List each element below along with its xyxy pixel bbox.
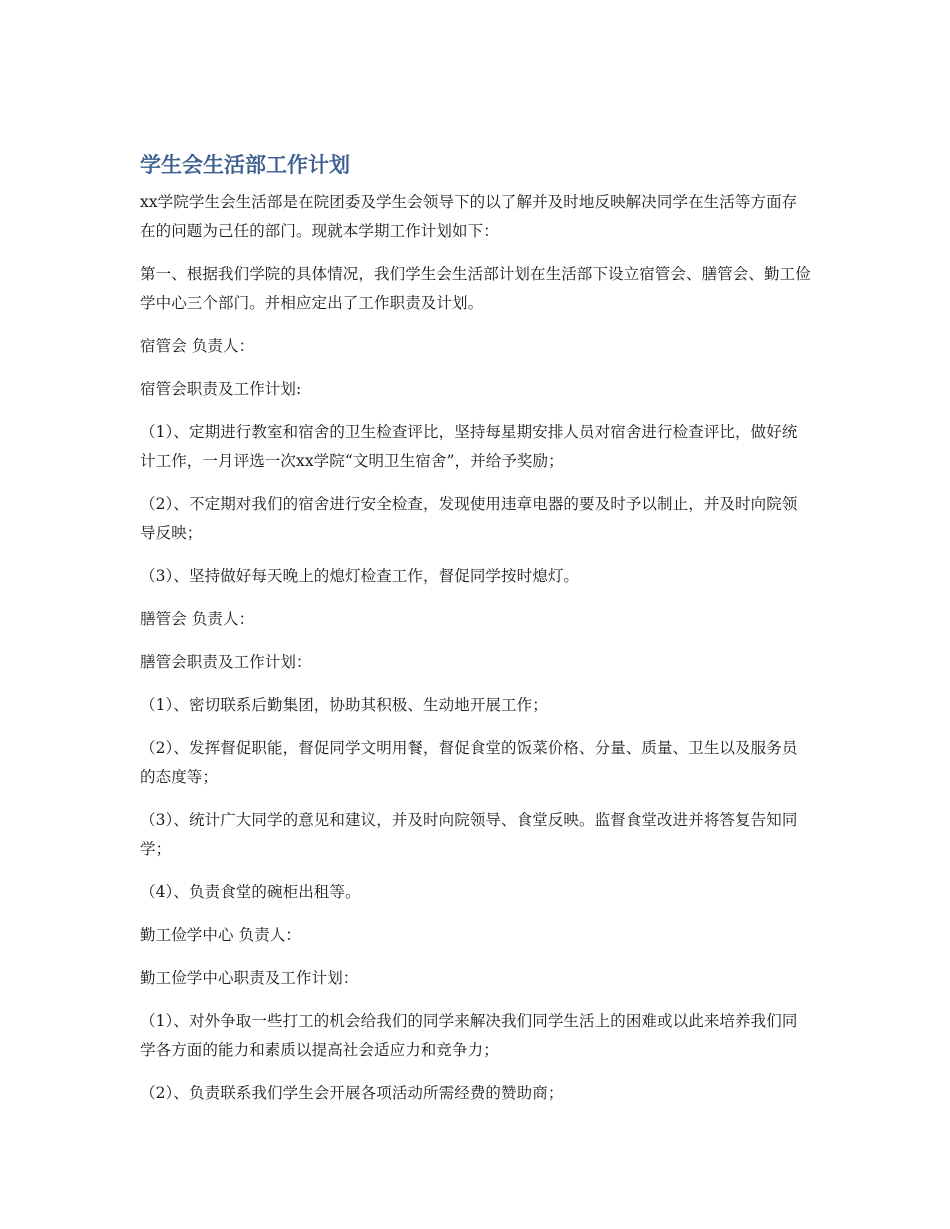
- paragraph-workstudy-item-2: （2）、负责联系我们学生会开展各项活动所需经费的赞助商；: [140, 1084, 564, 1102]
- paragraph-dorm-item-3: （3）、坚持做好每天晚上的熄灯检查工作，督促同学按时熄灯。: [140, 567, 580, 585]
- paragraph-dining-head: 膳管会 负责人：: [140, 610, 255, 628]
- paragraph-dining-item-3: （3）、统计广大同学的意见和建议，并及时向院领导、食堂反映。监督食堂改进并将答复告知同学；: [140, 811, 798, 858]
- paragraph-dorm-head: 宿管会 负责人：: [140, 337, 255, 355]
- paragraph-workstudy-item-1: （1）、对外争取一些打工的机会给我们的同学来解决我们同学生活上的困难或以此来培养我们同学各方面的能力和素质以提高社会适应力和竞争力；: [140, 1012, 798, 1059]
- paragraph-dining-item-2: （2）、发挥督促职能，督促同学文明用餐，督促食堂的饭菜价格、分量、质量、卫生以及服务员的态度等；: [140, 739, 798, 786]
- paragraph-dorm-item-2: （2）、不定期对我们的宿舍进行安全检查，发现使用违章电器的要及时予以制止，并及时向院领导反映；: [140, 495, 798, 542]
- paragraph-workstudy-head: 勤工俭学中心 负责人：: [140, 926, 302, 944]
- paragraph-workstudy-duties-heading: 勤工俭学中心职责及工作计划：: [140, 969, 359, 987]
- paragraph-dining-item-1: （1）、密切联系后勤集团，协助其积极、生动地开展工作；: [140, 696, 548, 714]
- paragraph-dorm-duties-heading: 宿管会职责及工作计划:: [140, 380, 302, 398]
- paragraph-section-one: 第一、根据我们学院的具体情况，我们学生会生活部计划在生活部下设立宿管会、膳管会、勤工俭学中心三个部门。并相应定出了工作职责及计划。: [140, 265, 811, 312]
- paragraph-intro: xx学院学生会生活部是在院团委及学生会领导下的以了解并及时地反映解决同学在生活等方面存在的问题为己任的部门。现就本学期工作计划如下：: [140, 193, 798, 240]
- document-title: 学生会生活部工作计划: [140, 153, 350, 177]
- paragraph-dining-duties-heading: 膳管会职责及工作计划：: [140, 653, 312, 671]
- paragraph-dorm-item-1: （1）、定期进行教室和宿舍的卫生检查评比，坚持每星期安排人员对宿舍进行检查评比，做好统计工作，一月评选一次xx学院“文明卫生宿舍”，并给予奖励；: [140, 423, 798, 470]
- paragraph-dining-item-4: （4）、负责食堂的碗柜出租等。: [140, 883, 361, 901]
